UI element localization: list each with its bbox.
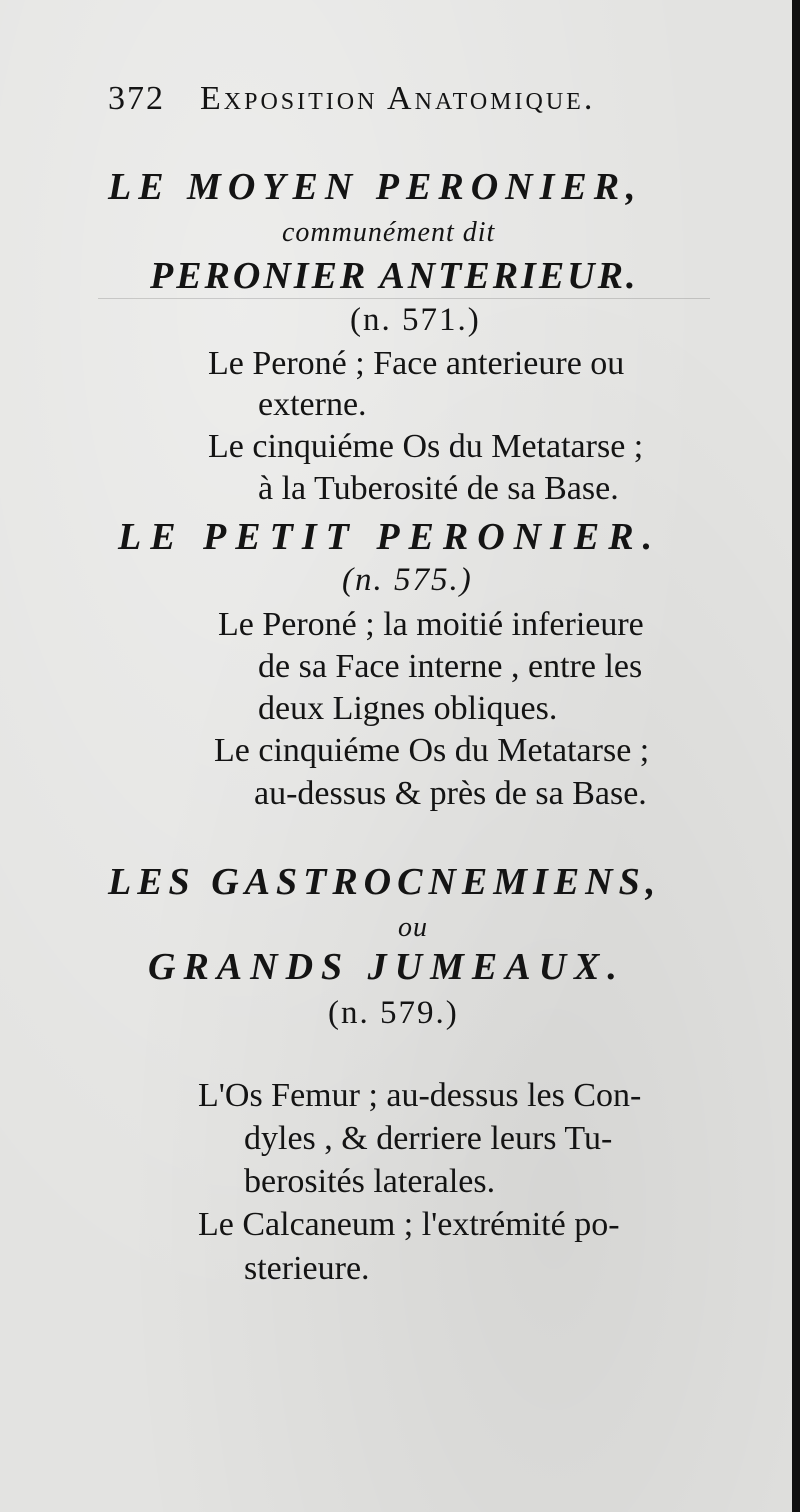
section-heading: LE MOYEN PERONIER, <box>108 166 643 208</box>
text-line: Le Peroné ; Face anterieure ou <box>208 345 625 382</box>
page-edge-shadow <box>792 0 800 1512</box>
text-line: L'Os Femur ; au-dessus les Con- <box>198 1077 642 1114</box>
section-subheading: communément dit <box>282 217 496 248</box>
text-line: Le cinquiéme Os du Metatarse ; <box>214 732 650 769</box>
text-line: externe. <box>258 386 367 423</box>
text-line: Le cinquiéme Os du Metatarse ; <box>208 428 644 465</box>
text-line: Le Peroné ; la moitié inferieure <box>218 606 644 643</box>
page-number: 372 <box>108 80 165 117</box>
section-heading: PERONIER ANTERIEUR. <box>150 255 639 297</box>
section-heading: LE PETIT PERONIER. <box>118 516 662 558</box>
section-reference: (n. 571.) <box>350 302 481 338</box>
text-line: sterieure. <box>244 1250 370 1287</box>
running-header <box>108 80 718 130</box>
section-reference: (n. 579.) <box>328 995 459 1031</box>
text-line: à la Tuberosité de sa Base. <box>258 470 619 507</box>
section-heading: LES GASTROCNEMIENS, <box>108 861 662 903</box>
text-line: dyles , & derriere leurs Tu- <box>244 1120 613 1157</box>
text-line: Le Calcaneum ; l'extrémité po- <box>198 1206 620 1243</box>
section-heading: GRANDS JUMEAUX. <box>148 946 625 988</box>
text-line: berosités laterales. <box>244 1163 496 1200</box>
text-line: deux Lignes obliques. <box>258 690 558 727</box>
section-subheading: ou <box>398 912 428 943</box>
section-reference: (n. 575.) <box>342 562 473 598</box>
text-line: de sa Face interne , entre les <box>258 648 643 685</box>
text-line: au-dessus & près de sa Base. <box>254 775 647 812</box>
running-title: Exposition Anatomique. <box>200 80 596 117</box>
show-through-rule <box>98 298 710 299</box>
